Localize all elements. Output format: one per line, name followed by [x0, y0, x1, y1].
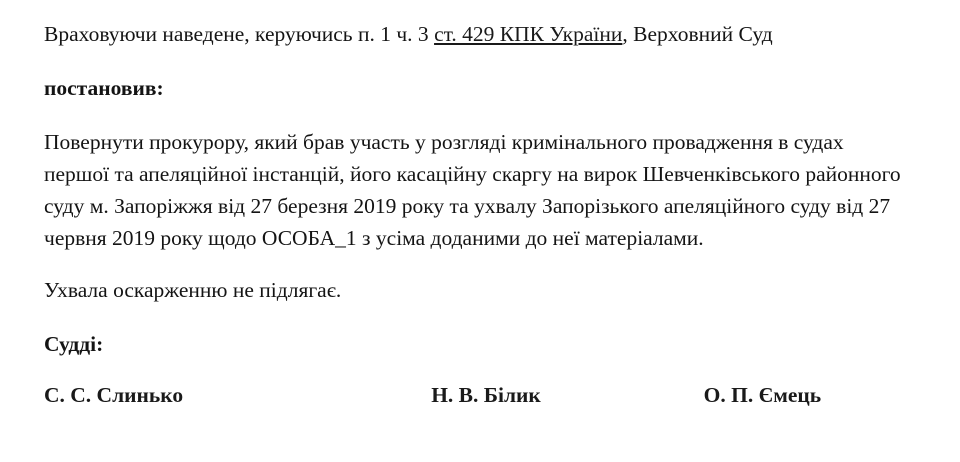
- judge-name-2: Н. В. Білик: [431, 383, 541, 407]
- intro-text-before-link: Враховуючи наведене, керуючись п. 1 ч. 3: [44, 22, 435, 46]
- judges-signature-row: [44, 380, 914, 410]
- intro-paragraph: [44, 18, 914, 50]
- law-article-link[interactable]: ст. 429 КПК України: [434, 22, 623, 46]
- appeal-note-paragraph: Ухвала оскарженню не підлягає.: [44, 278, 342, 302]
- ruling-body-paragraph: Повернути прокурору, який брав участь у розгляді кримінального провадження в судах першої та апеляційної інстанцій, його касаційну скаргу на вирок Шевченківського районного суду м. Запоріжжя від 27 березня 2019 року та ухвалу Запорізького апеляційного суду від 27 червня 2019 року щодо ОСОБА_1 з усіма доданими до неї матеріалами.: [44, 130, 901, 250]
- judges-label: Судді:: [44, 332, 104, 356]
- judge-name-1: С. С. Слинько: [44, 383, 184, 407]
- ruling-heading: постановив:: [44, 76, 164, 100]
- judge-name-3: О. П. Ємець: [703, 383, 822, 407]
- intro-text-after-link: , Верховний Суд: [622, 22, 773, 46]
